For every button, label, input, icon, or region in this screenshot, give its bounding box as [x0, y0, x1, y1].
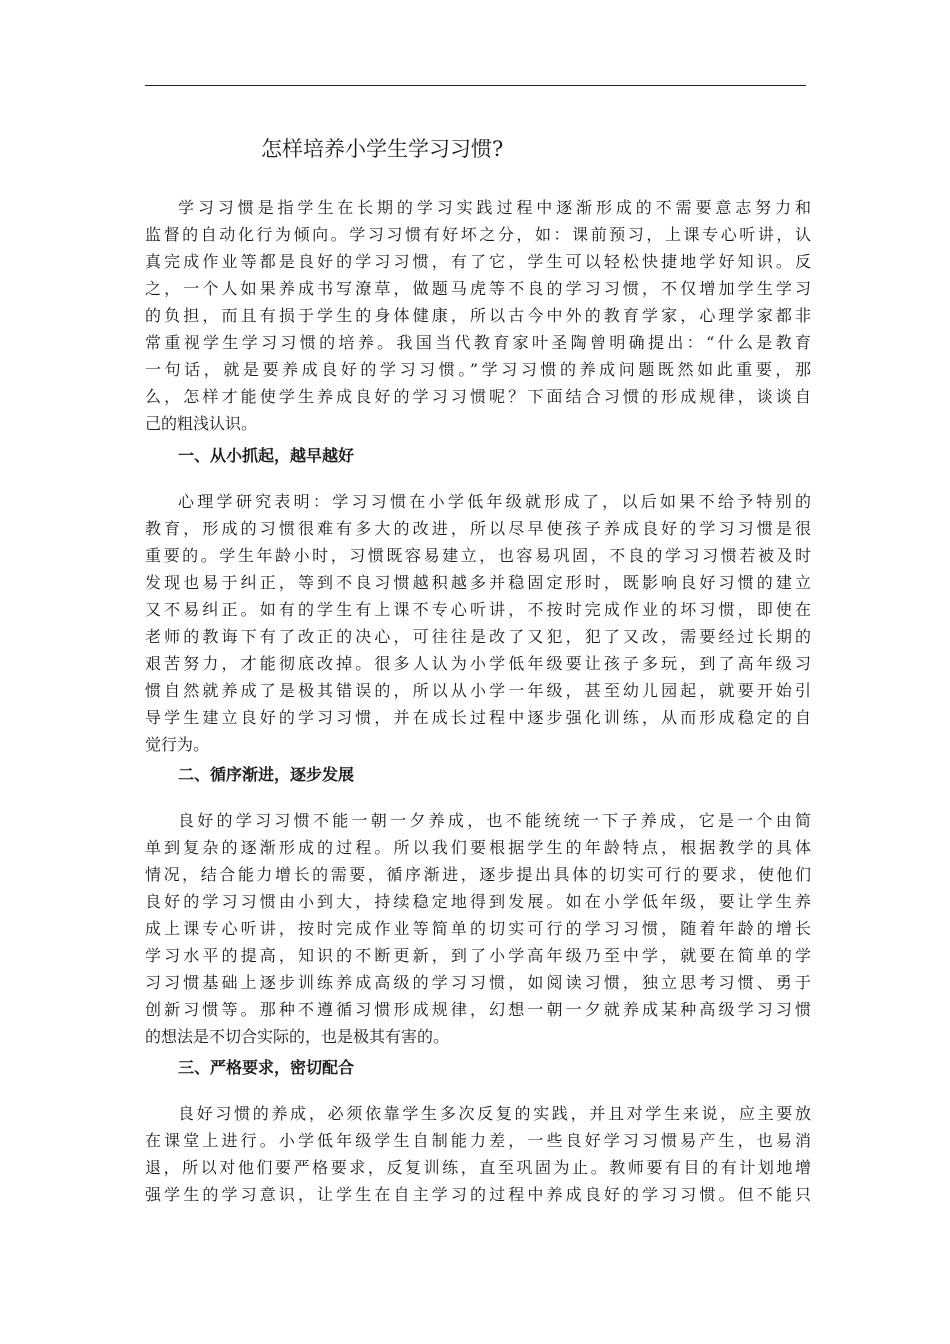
section-1-paragraph — [145, 488, 811, 758]
section-3-paragraph — [145, 1100, 811, 1208]
paragraph-line: 情况，结合能力增长的需要，循序渐进，逐步提出具体的切实可行的要求，使他们 — [145, 865, 811, 884]
paragraph-line: 良好习惯的养成，必须依靠学生多次反复的实践，并且对学生来说，应主要放 — [178, 1104, 811, 1123]
paragraph-line: 创新习惯等。那种不遵循习惯形成规律，幻想一朝一夕就养成某种高级学习习惯 — [145, 1000, 811, 1019]
paragraph-line: 之，一个人如果养成书写潦草，做题马虎等不良的学习习惯，不仅增加学生学习 — [145, 279, 811, 298]
paragraph-line: 又不易纠正。如有的学生有上课不专心听讲，不按时完成作业的坏习惯，即使在 — [145, 600, 811, 619]
paragraph-line: 己的粗浅认识。 — [145, 414, 258, 433]
paragraph-line: 单到复杂的逐渐形成的过程。所以我们要根据学生的年龄特点，根据教学的具体 — [145, 838, 811, 857]
section-heading-2: 二、循序渐进，逐步发展 — [178, 765, 355, 784]
section-2-paragraph — [145, 807, 811, 1050]
paragraph-line: 常重视学生学习习惯的培养。我国当代教育家叶圣陶曾明确提出：“什么是教育 — [145, 333, 811, 352]
paragraph-line: 良好的学习习惯不能一朝一夕养成，也不能统统一下子养成，它是一个由简 — [178, 811, 811, 830]
paragraph-line: 惯自然就养成了是极其错误的，所以从小学一年级，甚至幼儿园起，就要开始引 — [145, 681, 811, 700]
paragraph-line: 强学生的学习意识，让学生在自主学习的过程中养成良好的学习习惯。但不能只 — [145, 1185, 811, 1204]
paragraph-line: 么，怎样才能使学生养成良好的学习习惯呢？下面结合习惯的形成规律，谈谈自 — [145, 387, 811, 406]
paragraph-line: 学习水平的提高，知识的不断更新，到了小学高年级乃至中学，就要在简单的学 — [145, 946, 811, 965]
section-heading-1: 一、从小抓起，越早越好 — [178, 446, 355, 465]
intro-paragraph — [145, 194, 811, 437]
document-title: 怎样培养小学生学习习惯? — [261, 137, 504, 161]
paragraph-line: 学习习惯是指学生在长期的学习实践过程中逐渐形成的不需要意志努力和 — [178, 198, 811, 217]
paragraph-line: 老师的教诲下有了改正的决心，可往往是改了又犯，犯了又改，需要经过长期的 — [145, 627, 811, 646]
paragraph-line: 退，所以对他们要严格要求，反复训练，直至巩固为止。教师要有目的有计划地增 — [145, 1158, 811, 1177]
paragraph-line: 心理学研究表明：学习习惯在小学低年级就形成了，以后如果不给予特别的 — [178, 492, 811, 511]
paragraph-line: 觉行为。 — [145, 735, 210, 754]
paragraph-line: 一句话，就是要养成良好的学习习惯。”学习习惯的养成问题既然如此重要，那 — [145, 360, 811, 379]
section-heading-3: 三、严格要求，密切配合 — [178, 1058, 355, 1077]
paragraph-line: 监督的自动化行为倾向。学习习惯有好坏之分，如：课前预习，上课专心听讲，认 — [145, 225, 811, 244]
paragraph-line: 的想法是不切合实际的，也是极其有害的。 — [145, 1027, 450, 1046]
paragraph-line: 良好的学习习惯由小到大，持续稳定地得到发展。如在小学低年级，要让学生养 — [145, 892, 811, 911]
paragraph-line: 在课堂上进行。小学低年级学生自制能力差，一些良好学习习惯易产生，也易消 — [145, 1131, 811, 1150]
paragraph-line: 的负担，而且有损于学生的身体健康，所以古今中外的教育学家，心理学家都非 — [145, 306, 811, 325]
paragraph-line: 习习惯基础上逐步训练养成高级的学习习惯，如阅读习惯，独立思考习惯、勇于 — [145, 973, 811, 992]
paragraph-line: 真完成作业等都是良好的学习习惯，有了它，学生可以轻松快捷地学好知识。反 — [145, 252, 811, 271]
paragraph-line: 艰苦努力，才能彻底改掉。很多人认为小学低年级要让孩子多玩，到了高年级习 — [145, 654, 811, 673]
paragraph-line: 导学生建立良好的学习习惯，并在成长过程中逐步强化训练，从而形成稳定的自 — [145, 708, 811, 727]
header-rule — [145, 85, 806, 86]
paragraph-line: 发现也易于纠正，等到不良习惯越积越多并稳固定形时，既影响良好习惯的建立 — [145, 573, 811, 592]
paragraph-line: 重要的。学生年龄小时，习惯既容易建立，也容易巩固，不良的学习习惯若被及时 — [145, 546, 811, 565]
paragraph-line: 教育，形成的习惯很难有多大的改进，所以尽早使孩子养成良好的学习习惯是很 — [145, 519, 811, 538]
paragraph-line: 成上课专心听讲，按时完成作业等简单的切实可行的学习习惯，随着年龄的增长 — [145, 919, 811, 938]
